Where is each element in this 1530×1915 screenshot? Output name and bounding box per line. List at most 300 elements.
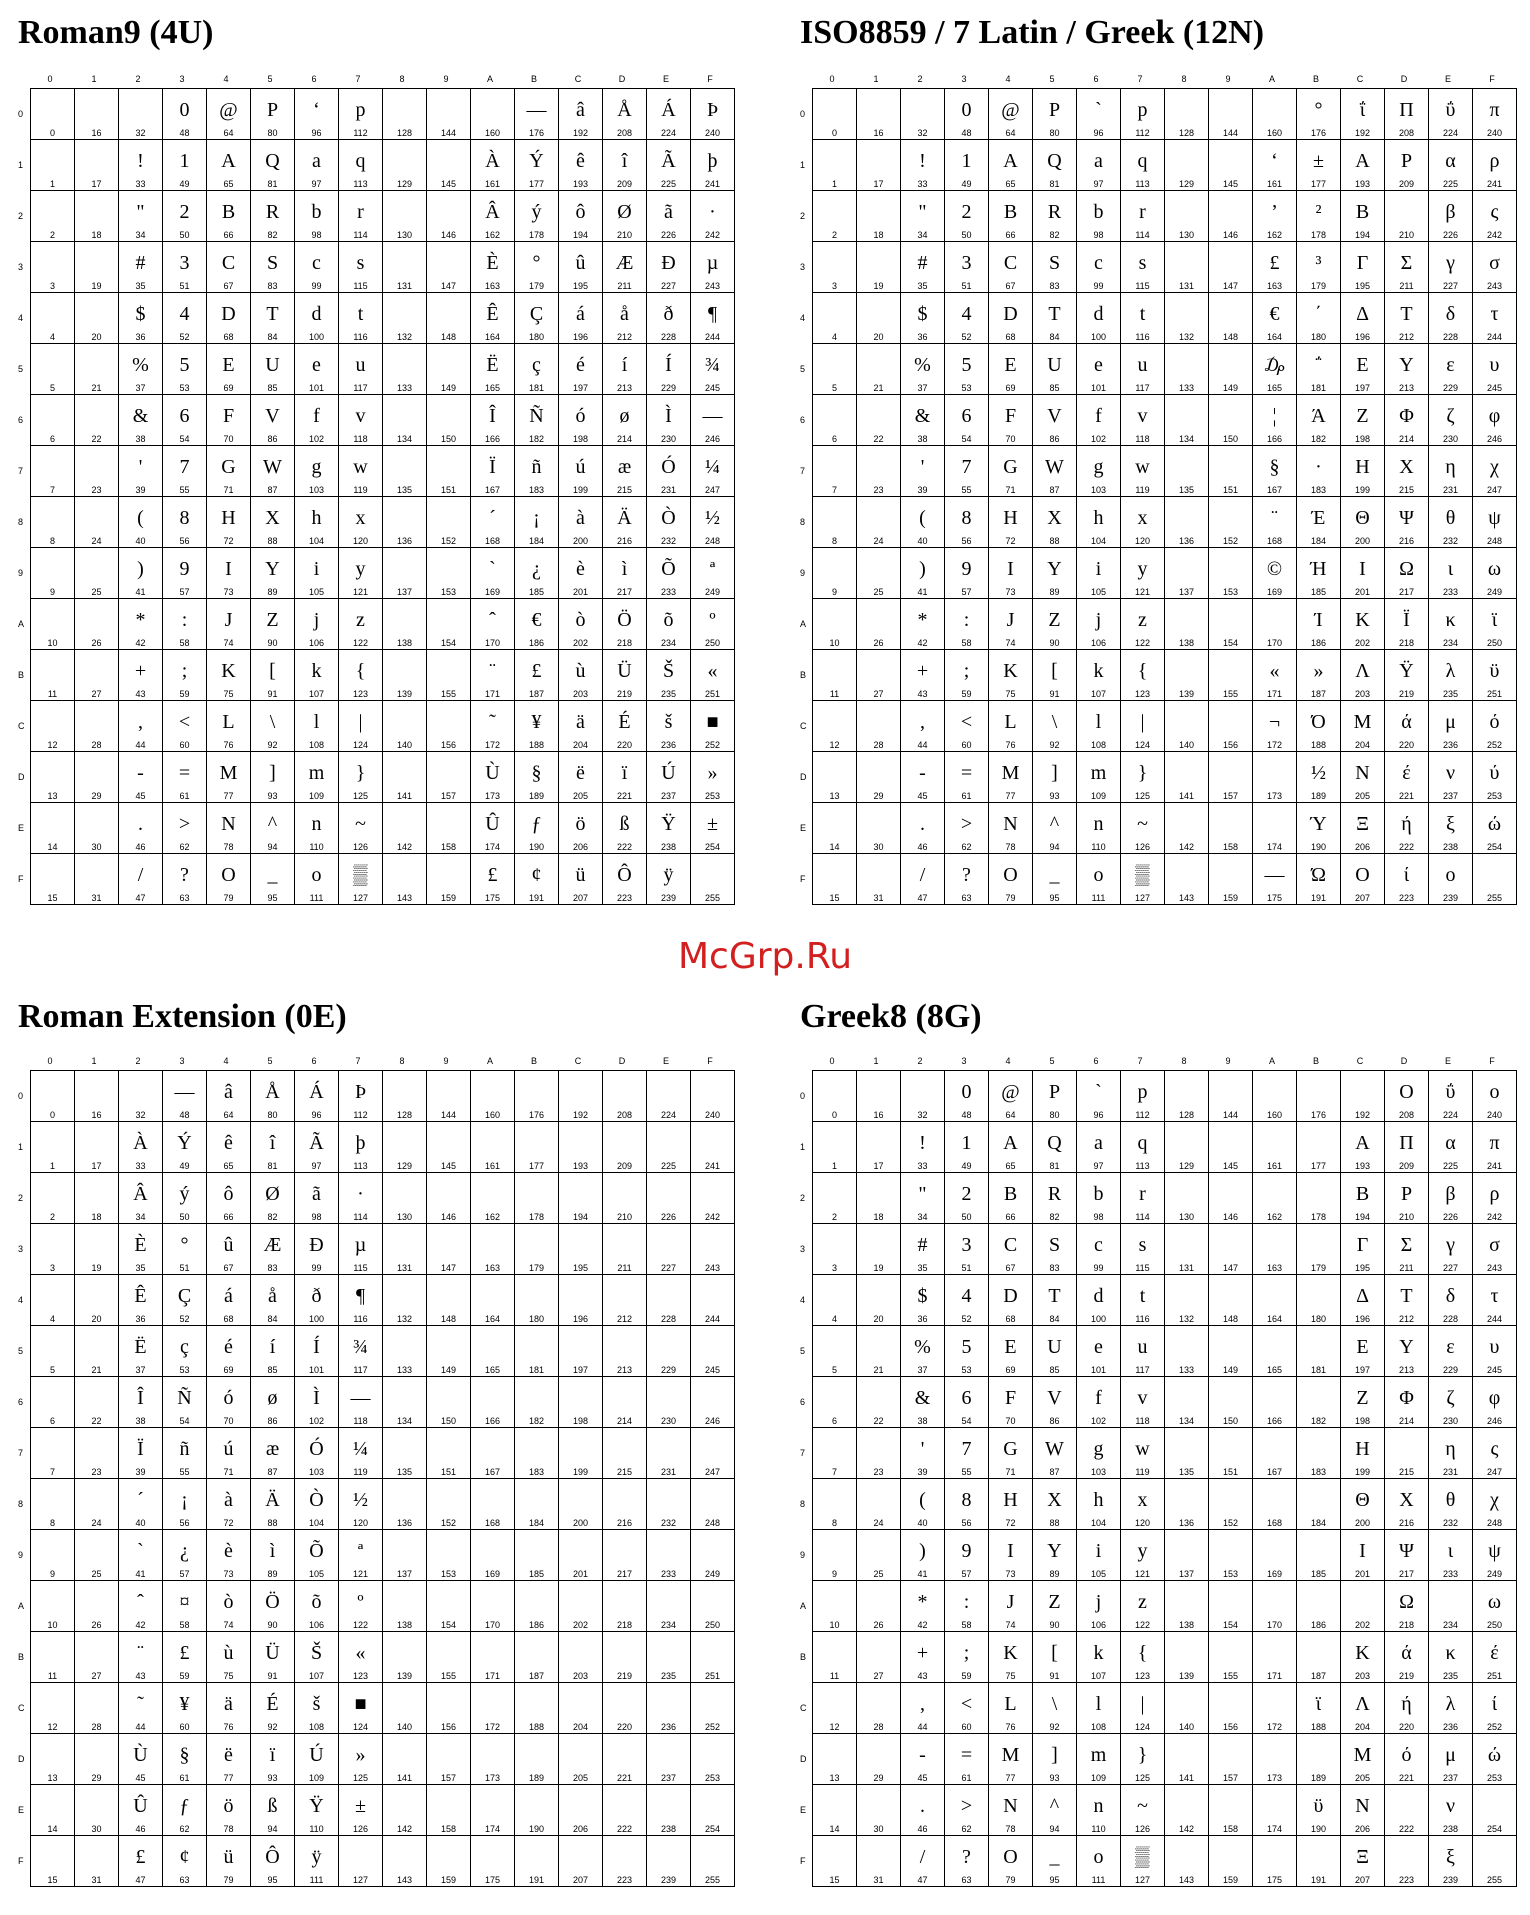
character-cell (339, 395, 383, 446)
character-glyph: ý (531, 201, 542, 223)
character-cell (945, 1071, 989, 1122)
character-cell (1033, 1173, 1077, 1224)
character-cell (857, 1275, 901, 1326)
character-cell (603, 854, 647, 905)
character-cell (75, 803, 119, 854)
decimal-code: 80 (1049, 128, 1060, 138)
character-cell (603, 242, 647, 293)
character-glyph: ! (919, 150, 926, 172)
decimal-code: 89 (1049, 1569, 1060, 1579)
decimal-code: 182 (528, 1416, 545, 1426)
row-hex-label: 4 (18, 1294, 24, 1305)
character-glyph: ` (1095, 99, 1102, 121)
column-header (28, 1056, 732, 1068)
character-glyph: Ϊ (1403, 609, 1410, 631)
character-cell (1209, 446, 1253, 497)
decimal-code: 216 (616, 536, 633, 546)
character-cell (901, 1428, 945, 1479)
character-cell (813, 1734, 857, 1785)
decimal-code: 97 (1093, 179, 1104, 189)
decimal-code: 162 (1266, 1212, 1283, 1222)
character-glyph: P (266, 99, 279, 121)
character-glyph: s (1138, 1234, 1147, 1256)
character-cell (119, 854, 163, 905)
character-cell (1253, 1632, 1297, 1683)
decimal-code: 205 (1354, 791, 1371, 801)
character-glyph: Â (485, 201, 500, 223)
decimal-code: 24 (873, 536, 884, 546)
decimal-code: 185 (528, 1569, 545, 1579)
decimal-code: 107 (1090, 689, 1107, 699)
character-cell (647, 650, 691, 701)
character-glyph: š (664, 711, 673, 733)
character-cell (691, 1377, 735, 1428)
decimal-code: 62 (179, 1824, 190, 1834)
character-cell (603, 395, 647, 446)
character-cell (251, 1275, 295, 1326)
decimal-code: 166 (1266, 434, 1283, 444)
character-cell (75, 1326, 119, 1377)
column-hex-label: E (1444, 1056, 1451, 1066)
character-cell (1121, 1734, 1165, 1785)
character-glyph: â (224, 1081, 233, 1103)
character-cell (901, 1530, 945, 1581)
character-cell (901, 1071, 945, 1122)
character-cell (1209, 803, 1253, 854)
character-cell (691, 1326, 735, 1377)
decimal-code: 210 (616, 230, 633, 240)
decimal-code: 103 (1090, 485, 1107, 495)
decimal-code: 96 (311, 128, 322, 138)
character-cell (75, 1785, 119, 1836)
decimal-code: 16 (873, 1110, 884, 1120)
character-cell (901, 344, 945, 395)
decimal-code: 161 (1266, 1161, 1283, 1171)
character-glyph: Σ (1400, 252, 1413, 274)
character-glyph: ù (223, 1642, 234, 1664)
character-cell (119, 395, 163, 446)
decimal-code: 35 (917, 281, 928, 291)
decimal-code: 131 (396, 281, 413, 291)
column-hex-label: 5 (1049, 74, 1055, 84)
character-cell (75, 1224, 119, 1275)
character-glyph: ^ (267, 813, 278, 835)
character-cell (603, 293, 647, 344)
character-glyph: u (1137, 354, 1148, 376)
character-glyph: ` (489, 558, 496, 580)
character-glyph: ¶ (707, 303, 718, 325)
character-glyph: Ω (1399, 1591, 1414, 1613)
decimal-code: 139 (1178, 689, 1195, 699)
decimal-code: 184 (1310, 1518, 1327, 1528)
character-glyph: ƒ (179, 1795, 190, 1817)
character-cell (1121, 1224, 1165, 1275)
decimal-code: 226 (1442, 230, 1459, 240)
character-cell (295, 344, 339, 395)
character-cell (1209, 1785, 1253, 1836)
character-cell (989, 89, 1033, 140)
character-glyph: υ (1489, 1336, 1500, 1358)
character-cell (1385, 752, 1429, 803)
decimal-code: 119 (353, 485, 368, 495)
table-title: Roman Extension (0E) (18, 998, 347, 1035)
character-cell (603, 1734, 647, 1785)
decimal-code: 123 (1134, 689, 1151, 699)
decimal-code: 105 (308, 1569, 325, 1579)
character-glyph: ï (269, 1744, 276, 1766)
character-cell (989, 1683, 1033, 1734)
character-cell (1077, 1275, 1121, 1326)
character-glyph: ª (709, 558, 716, 580)
character-cell (945, 1173, 989, 1224)
character-glyph: § (1269, 456, 1280, 478)
character-cell (1077, 293, 1121, 344)
decimal-code: 79 (223, 1875, 234, 1885)
decimal-code: 119 (1135, 485, 1150, 495)
character-glyph: h (1093, 1489, 1104, 1511)
character-cell (1297, 650, 1341, 701)
decimal-code: 156 (440, 1722, 457, 1732)
column-header (810, 74, 1514, 86)
character-glyph: Z (1048, 609, 1061, 631)
decimal-code: 106 (1090, 638, 1107, 648)
character-cell (989, 1428, 1033, 1479)
character-glyph: 5 (961, 1336, 972, 1358)
character-cell (427, 650, 471, 701)
decimal-code: 137 (1178, 587, 1195, 597)
character-glyph: k (1093, 1642, 1104, 1664)
decimal-code: 117 (353, 1365, 368, 1375)
decimal-code: 230 (1442, 1416, 1459, 1426)
decimal-code: 1 (49, 1161, 55, 1171)
character-cell (207, 650, 251, 701)
decimal-code: 221 (1398, 791, 1415, 801)
decimal-code: 169 (1266, 587, 1283, 597)
decimal-code: 40 (917, 536, 928, 546)
decimal-code: 209 (616, 1161, 633, 1171)
character-cell (1165, 599, 1209, 650)
decimal-code: 56 (961, 1518, 972, 1528)
decimal-code: 163 (1266, 1263, 1283, 1273)
character-cell (813, 191, 857, 242)
character-glyph: V (1047, 1387, 1062, 1409)
character-glyph: © (1266, 558, 1283, 580)
decimal-code: 240 (704, 1110, 721, 1120)
character-cell (945, 140, 989, 191)
character-glyph: Ü (265, 1642, 280, 1664)
character-cell (207, 1632, 251, 1683)
decimal-code: 188 (1310, 740, 1327, 750)
character-cell (383, 1224, 427, 1275)
decimal-code: 57 (179, 587, 190, 597)
character-cell (295, 1581, 339, 1632)
decimal-code: 65 (1005, 1161, 1016, 1171)
character-glyph: ε (1446, 1336, 1455, 1358)
decimal-code: 92 (1049, 1722, 1060, 1732)
character-cell (1121, 701, 1165, 752)
character-glyph: & (132, 405, 149, 427)
character-cell (945, 1122, 989, 1173)
character-glyph: < (960, 711, 973, 733)
character-cell (31, 1530, 75, 1581)
row-hex-label: 5 (18, 1345, 24, 1356)
character-cell (1385, 701, 1429, 752)
decimal-code: 47 (917, 1875, 928, 1885)
decimal-code: 194 (572, 230, 589, 240)
decimal-code: 218 (616, 638, 633, 648)
character-cell (901, 599, 945, 650)
character-glyph: ς (1490, 201, 1499, 223)
character-cell (1077, 89, 1121, 140)
decimal-code: 155 (440, 1671, 457, 1681)
row-hex-label: F (18, 873, 24, 884)
character-cell (1121, 191, 1165, 242)
decimal-code: 229 (660, 1365, 677, 1375)
decimal-code: 33 (135, 1161, 146, 1171)
decimal-code: 122 (1134, 638, 1151, 648)
character-cell (1385, 1530, 1429, 1581)
character-glyph: 6 (179, 405, 190, 427)
row-hex-label: 1 (800, 159, 806, 170)
decimal-code: 144 (440, 128, 457, 138)
character-glyph: ° (532, 252, 541, 274)
character-cell (1253, 1275, 1297, 1326)
character-glyph: E (222, 354, 235, 376)
decimal-code: 207 (572, 1875, 589, 1885)
character-glyph: ¡ (533, 507, 540, 529)
character-cell (647, 1632, 691, 1683)
decimal-code: 196 (572, 1314, 589, 1324)
decimal-code: 188 (528, 740, 545, 750)
character-glyph: Ä (265, 1489, 280, 1511)
character-cell (1033, 1683, 1077, 1734)
decimal-code: 235 (660, 689, 677, 699)
character-glyph: Ê (134, 1285, 147, 1307)
character-cell (427, 1632, 471, 1683)
character-cell (295, 650, 339, 701)
character-glyph: η (1445, 1438, 1456, 1460)
character-glyph: » (1313, 660, 1324, 682)
character-cell (163, 1836, 207, 1887)
character-cell (471, 548, 515, 599)
character-glyph: F (222, 405, 235, 427)
decimal-code: 170 (1266, 1620, 1283, 1630)
decimal-code: 192 (572, 1110, 589, 1120)
character-glyph: Ο (1355, 864, 1370, 886)
character-glyph: ê (224, 1132, 233, 1154)
character-glyph: , (920, 1693, 925, 1715)
decimal-code: 15 (47, 1875, 58, 1885)
decimal-code: 167 (1266, 485, 1283, 495)
character-cell (471, 344, 515, 395)
column-hex-label: 3 (179, 74, 185, 84)
character-cell (1033, 1530, 1077, 1581)
character-cell (515, 1071, 559, 1122)
decimal-code: 16 (91, 128, 102, 138)
character-glyph: ] (269, 762, 276, 784)
character-glyph: ; (181, 660, 188, 682)
decimal-code: 206 (572, 1824, 589, 1834)
column-hex-label: 0 (829, 1056, 835, 1066)
character-glyph: Ë (134, 1336, 147, 1358)
character-glyph: { (355, 660, 366, 682)
decimal-code: 254 (704, 1824, 721, 1834)
character-cell (603, 1785, 647, 1836)
decimal-code: 94 (267, 1824, 278, 1834)
character-cell (1253, 548, 1297, 599)
decimal-code: 240 (1486, 128, 1503, 138)
decimal-code: 31 (873, 893, 884, 903)
character-cell (647, 1122, 691, 1173)
character-cell (295, 854, 339, 905)
character-cell (1033, 344, 1077, 395)
character-cell (515, 1836, 559, 1887)
character-glyph: Τ (1400, 303, 1413, 325)
decimal-code: 219 (1398, 689, 1415, 699)
decimal-code: 94 (1049, 842, 1060, 852)
decimal-code: 216 (1398, 536, 1415, 546)
decimal-code: 182 (1310, 1416, 1327, 1426)
character-cell (471, 752, 515, 803)
character-cell (691, 1122, 735, 1173)
character-cell (251, 1683, 295, 1734)
character-cell (1121, 293, 1165, 344)
character-cell (1473, 1428, 1517, 1479)
column-hex-label: B (1312, 1056, 1319, 1066)
character-cell (857, 1377, 901, 1428)
character-glyph: 0 (961, 1081, 972, 1103)
character-cell (163, 344, 207, 395)
character-cell (1077, 1836, 1121, 1887)
character-cell (295, 1836, 339, 1887)
character-glyph: ö (223, 1795, 234, 1817)
character-cell (1297, 1071, 1341, 1122)
decimal-code: 131 (1178, 281, 1195, 291)
decimal-code: 17 (91, 1161, 102, 1171)
character-cell (1121, 1377, 1165, 1428)
character-glyph: p (355, 99, 366, 121)
decimal-code: 6 (831, 1416, 837, 1426)
character-glyph: ä (224, 1693, 233, 1715)
character-glyph: é (576, 354, 585, 376)
decimal-code: 158 (1222, 1824, 1239, 1834)
decimal-code: 91 (267, 689, 278, 699)
character-glyph: ] (1051, 1744, 1058, 1766)
character-cell (857, 89, 901, 140)
decimal-code: 210 (1398, 230, 1415, 240)
decimal-code: 190 (528, 1824, 545, 1834)
character-cell (207, 242, 251, 293)
decimal-code: 225 (1442, 179, 1459, 189)
row-hex-label: 6 (800, 414, 806, 425)
character-cell (163, 1428, 207, 1479)
character-cell (207, 1326, 251, 1377)
decimal-code: 99 (311, 281, 322, 291)
character-glyph: O (221, 864, 236, 886)
character-glyph: / (919, 864, 926, 886)
character-cell (691, 1275, 735, 1326)
character-cell (1385, 497, 1429, 548)
character-cell (1297, 752, 1341, 803)
decimal-code: 32 (917, 128, 928, 138)
character-cell (1473, 1530, 1517, 1581)
character-cell (647, 446, 691, 497)
decimal-code: 172 (1266, 1722, 1283, 1732)
character-glyph: 9 (961, 1540, 972, 1562)
decimal-code: 88 (1049, 536, 1060, 546)
decimal-code: 199 (1354, 1467, 1371, 1477)
decimal-code: 250 (704, 1620, 721, 1630)
decimal-code: 75 (1005, 689, 1016, 699)
character-glyph: e (1094, 354, 1103, 376)
decimal-code: 177 (1310, 179, 1327, 189)
character-glyph: ζ (1446, 405, 1455, 427)
character-cell (119, 752, 163, 803)
character-glyph: * (135, 609, 146, 631)
character-glyph: R (1047, 1183, 1062, 1205)
character-cell (1341, 1683, 1385, 1734)
character-cell (119, 1224, 163, 1275)
decimal-code: 132 (396, 332, 413, 342)
character-cell (1121, 344, 1165, 395)
decimal-code: 86 (267, 434, 278, 444)
character-glyph: ^ (1049, 1795, 1060, 1817)
character-glyph: Â (133, 1183, 148, 1205)
character-glyph: b (311, 201, 322, 223)
decimal-code: 231 (1442, 1467, 1459, 1477)
character-cell (559, 650, 603, 701)
decimal-code: 139 (396, 689, 413, 699)
character-cell (515, 140, 559, 191)
character-glyph: Á (661, 99, 676, 121)
decimal-code: 51 (179, 1263, 190, 1273)
decimal-code: 90 (267, 1620, 278, 1630)
character-glyph: r (357, 201, 364, 223)
decimal-code: 254 (704, 842, 721, 852)
decimal-code: 216 (1398, 1518, 1415, 1528)
character-cell (901, 1377, 945, 1428)
character-glyph: - (919, 762, 926, 784)
character-cell (427, 293, 471, 344)
decimal-code: 72 (1005, 536, 1016, 546)
character-cell (647, 1275, 691, 1326)
character-glyph: Λ (1355, 1693, 1370, 1715)
character-cell (945, 1428, 989, 1479)
character-cell (857, 1122, 901, 1173)
character-cell (691, 650, 735, 701)
character-glyph: > (960, 813, 973, 835)
decimal-code: 49 (961, 179, 972, 189)
decimal-code: 34 (135, 1212, 146, 1222)
character-glyph: % (914, 354, 931, 376)
character-glyph: ˆ (489, 609, 496, 631)
character-cell (813, 599, 857, 650)
decimal-code: 41 (917, 587, 928, 597)
character-glyph: Ι (1359, 558, 1366, 580)
decimal-code: 82 (1049, 230, 1060, 240)
character-cell (857, 344, 901, 395)
character-glyph: u (1137, 1336, 1148, 1358)
character-cell (691, 701, 735, 752)
character-cell (1429, 293, 1473, 344)
character-glyph: z (1138, 609, 1147, 631)
decimal-code: 169 (484, 587, 501, 597)
character-glyph: ƒ (531, 813, 542, 835)
decimal-code: 113 (353, 179, 368, 189)
character-cell (471, 1224, 515, 1275)
character-glyph: ρ (1489, 150, 1500, 172)
character-cell (207, 293, 251, 344)
